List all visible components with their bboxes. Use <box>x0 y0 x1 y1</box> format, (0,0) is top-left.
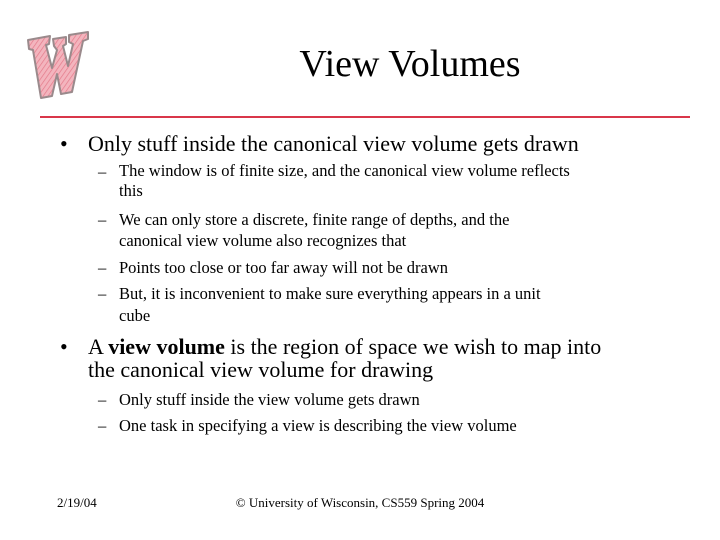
bullet-text-suffix: is the region of space we wish to map into <box>224 334 602 359</box>
title-divider <box>40 116 690 118</box>
bullet-text: Only stuff inside the canonical view volume gets drawn <box>88 131 579 156</box>
uw-logo-icon <box>22 28 92 100</box>
footer-copyright: © University of Wisconsin, CS559 Spring 2004 <box>235 495 485 510</box>
sub-bullet-text: The window is of finite size, and the canonical view volume reflects <box>119 161 570 180</box>
bullet-item <box>60 132 700 155</box>
dash-marker: – <box>98 416 107 435</box>
sub-bullet-item <box>98 389 698 411</box>
bullet-text-cont: the canonical view volume for drawing <box>88 357 434 382</box>
sub-bullet-item <box>98 209 698 251</box>
dash-marker: – <box>98 210 107 229</box>
sub-bullet-item <box>98 257 698 279</box>
footer-date: 2/19/04 <box>57 495 97 510</box>
dash-marker: – <box>98 162 107 181</box>
sub-bullet-text: But, it is inconvenient to make sure everything appears in a unit <box>119 284 541 303</box>
sub-bullet-text: Only stuff inside the view volume gets drawn <box>119 390 420 409</box>
sub-bullet-text: One task in specifying a view is describing the view volume <box>119 416 517 435</box>
sub-bullet-text: Points too close or too far away will not be drawn <box>119 258 449 277</box>
bullet-item <box>60 335 700 381</box>
sub-bullet-item <box>98 283 698 327</box>
sub-bullet-text-cont: this <box>119 181 143 200</box>
sub-bullet-text-cont: canonical view volume also recognizes that <box>119 231 407 250</box>
bullet-marker: • <box>60 131 68 156</box>
dash-marker: – <box>98 258 107 277</box>
bullet-marker: • <box>60 334 68 359</box>
bullet-text-bold: view volume <box>108 334 225 359</box>
sub-bullet-item <box>98 415 698 437</box>
dash-marker: – <box>98 284 107 303</box>
bullet-text-prefix: A <box>88 334 109 359</box>
page-title: View Volumes <box>299 43 521 85</box>
sub-bullet-text-cont: cube <box>119 306 151 325</box>
dash-marker: – <box>98 390 107 409</box>
sub-bullet-item <box>98 161 698 201</box>
sub-bullet-text: We can only store a discrete, finite range of depths, and the <box>119 210 510 229</box>
